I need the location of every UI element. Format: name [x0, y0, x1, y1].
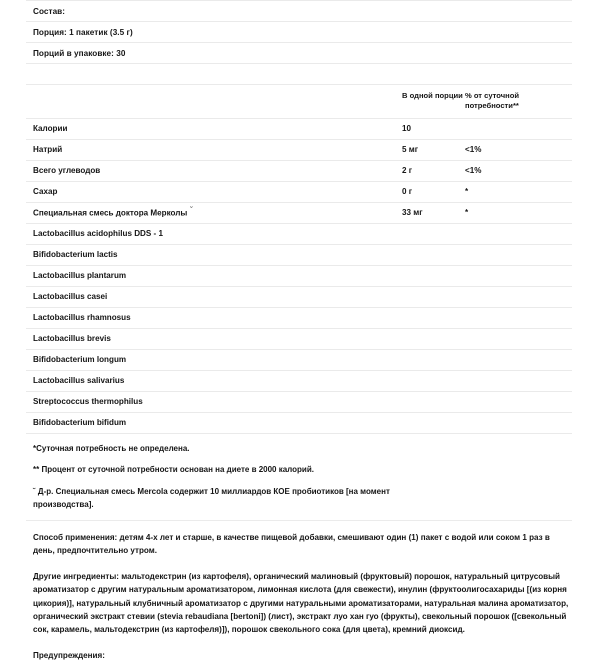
column-header-daily-value: % от суточной потребности**	[465, 91, 520, 111]
strain-name: Lactobacillus acidophilus DDS - 1	[33, 229, 163, 238]
proprietary-blend-label: Специальная смесь доктора Мерколы	[33, 208, 188, 218]
table-column-header-row	[0, 85, 600, 118]
table-row	[0, 224, 600, 244]
strain-name: Lactobacillus brevis	[33, 334, 111, 343]
table-row	[0, 266, 600, 286]
header-row-servings-per-container	[0, 43, 600, 63]
table-row	[0, 119, 600, 139]
table-row	[0, 182, 600, 202]
header-label-composition: Состав:	[33, 6, 66, 16]
nutrient-daily-value: *	[465, 208, 469, 217]
strain-name: Lactobacillus salivarius	[33, 376, 125, 385]
table-row	[0, 287, 600, 307]
header-label-serving-size: Порция: 1 пакетик (3.5 г)	[33, 27, 133, 37]
breve-mark-icon: ˘	[190, 207, 193, 215]
nutrient-name: Калории	[33, 124, 68, 133]
nutrient-amount: 2 г	[402, 166, 413, 175]
breve-mark-icon: ˘	[33, 487, 36, 497]
nutrient-amount: 5 мг	[402, 145, 419, 154]
strain-name: Lactobacillus rhamnosus	[33, 313, 131, 322]
nutrient-daily-value: <1%	[465, 145, 482, 154]
footnote-daily-value-not-established: *Суточная потребность не определена.	[33, 443, 190, 453]
nutrient-name: Всего углеводов	[33, 166, 101, 175]
nutrient-name: Сахар	[33, 187, 58, 196]
strain-name: Lactobacillus casei	[33, 292, 108, 301]
strain-name: Bifidobacterium lactis	[33, 250, 118, 259]
column-header-name	[33, 91, 402, 112]
strain-name: Streptococcus thermophilus	[33, 397, 143, 406]
footnote-proprietary-blend-text: Д-р. Специальная смесь Mercola содержит 10 миллиардов КОЕ пробиотиков [на момент производства].	[33, 487, 390, 509]
table-row	[0, 245, 600, 265]
table-row	[0, 371, 600, 391]
nutrient-daily-value: *	[465, 187, 469, 196]
directions-paragraph: Способ применения: детям 4-х лет и старше, в качестве пищевой добавки, смешивают один (1) пакет с водой или соком 1 раз в день, предпочтительно утром.	[33, 533, 550, 556]
nutrient-name: Натрий	[33, 145, 63, 154]
table-row	[0, 161, 600, 181]
table-row	[0, 350, 600, 370]
table-row	[0, 413, 600, 433]
footnote-percent-daily-value: ** Процент от суточной потребности основан на диете в 2000 калорий.	[33, 464, 314, 474]
nutrient-amount: 10	[402, 124, 412, 133]
table-row	[0, 329, 600, 349]
nutrient-amount: 0 г	[402, 187, 413, 196]
nutrient-name	[33, 207, 402, 218]
header-label-servings-per-container: Порций в упаковке: 30	[33, 48, 126, 58]
nutrient-amount: 33 мг	[402, 208, 423, 217]
table-row	[0, 140, 600, 160]
spacer-block	[0, 64, 600, 84]
nutrient-daily-value: <1%	[465, 166, 482, 175]
table-row	[0, 308, 600, 328]
table-row	[0, 203, 600, 223]
footnote-proprietary-blend	[0, 478, 455, 520]
strain-name: Lactobacillus plantarum	[33, 271, 127, 280]
other-ingredients-paragraph: Другие ингредиенты: мальтодекстрин (из картофеля), органический малиновый (фруктовый) порошок, натуральный цитрусовый ароматизатор с другим натуральным ароматизатором, лимонная кислота (для свежести), инулин (фруктоолигосахариды [(из корня цикория)], натуральный клубничный ароматизатор с другими натуральными ароматизаторами, натуральная малина ароматизатор, органический экстракт стевии (stevia rebaudiana [bertoni]) (лист), экстракт луо хан гуо (фрукты), свекольный порошок ([свекольный сок, карамель, мальтодекстрин (из картофеля)]), порошок свекольного сока (для цвета), кремний диоксид.	[33, 572, 569, 634]
header-row-serving-size	[0, 22, 600, 42]
strain-name: Bifidobacterium bifidum	[33, 418, 127, 427]
warnings-heading: Предупреждения:	[33, 650, 105, 660]
strain-name: Bifidobacterium longum	[33, 355, 127, 364]
column-header-amount-per-serving: В одной порции	[402, 91, 463, 100]
header-row-composition	[0, 1, 600, 21]
table-row	[0, 392, 600, 412]
